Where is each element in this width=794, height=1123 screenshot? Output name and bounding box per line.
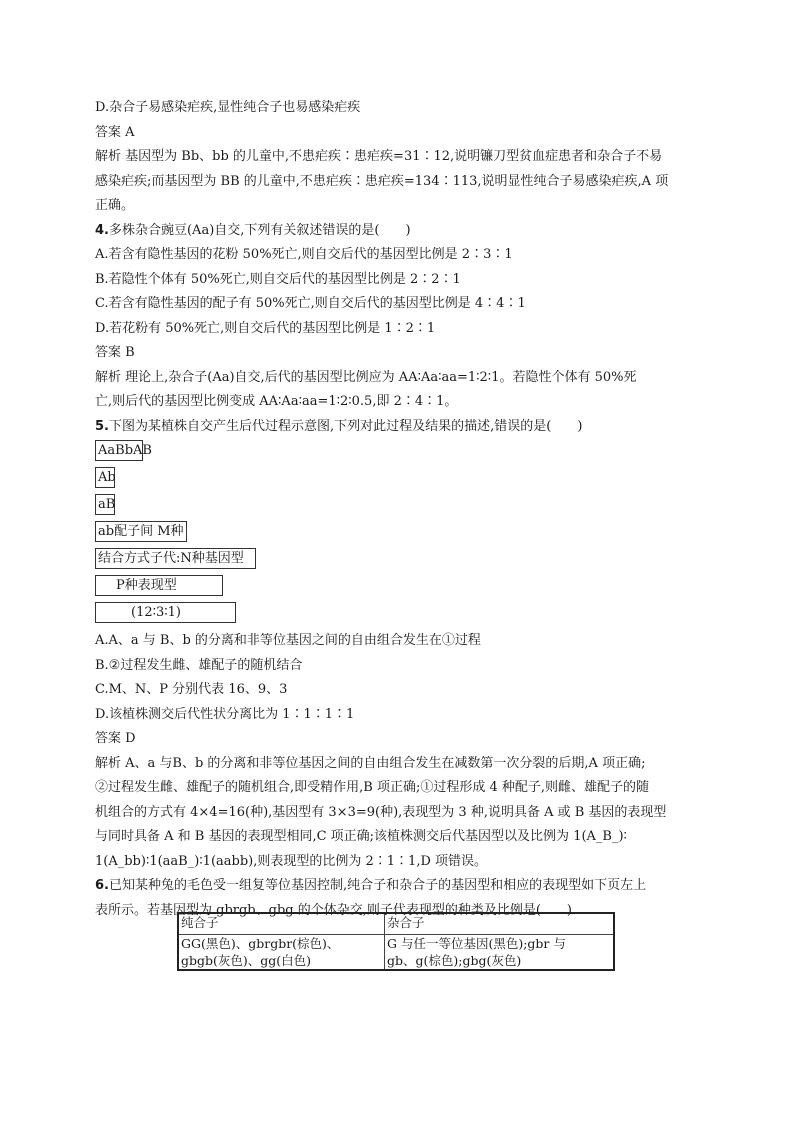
diagram-box-genotypes: 结合方式子代:N种基因型 <box>95 548 256 569</box>
q5-text: 下图为某植株自交产生后代过程示意图,下列对此过程及结果的描述,错误的是( ) <box>108 418 583 434</box>
q5-analysis-line-5: 1(A_bb)∶1(aaB_)∶1(aabb),则表现型的比例为 2∶1∶1,D 项错误。 <box>95 853 488 869</box>
q3-analysis-line-3: 正确。 <box>95 198 135 213</box>
q5-number: 5. <box>95 418 109 434</box>
genotype-table <box>177 912 615 971</box>
q3-analysis-line-1: 解析 基因型为 Bb、bb 的儿童中,不患疟疾∶患疟疾=31∶12,说明镰刀型贫血症患者和杂合子不易 <box>95 149 663 164</box>
table-cell-pure-line-1: GG(黑色)、gbrgbr(棕色)、 <box>181 936 340 951</box>
q5-option-b: B.②过程发生雌、雄配子的随机结合 <box>95 657 303 673</box>
q4-option-a: A.若含有隐性基因的花粉 50%死亡,则自交后代的基因型比例是 2∶3∶1 <box>95 247 513 262</box>
breeding-diagram <box>95 440 705 623</box>
q4-option-b: B.若隐性个体有 50%死亡,则自交后代的基因型比例是 2∶2∶1 <box>95 271 461 287</box>
q6-stem-line-2: 表所示。若基因型为 gbrgb、gbg 的个体杂交,则子代表现型的种类及比例是( ) <box>95 902 573 918</box>
table-header-pure: 纯合子 <box>178 913 385 935</box>
diagram-box-ratio: (12∶3∶1) <box>95 602 236 623</box>
q4-analysis-line-2: 亡,则后代的基因型比例变成 AA∶Aa∶aa=1∶2∶0.5,即 2∶4∶1。 <box>95 394 458 409</box>
q5-option-a: A.A、a 与 B、b 的分离和非等位基因之间的自由组合发生在①过程 <box>95 633 481 648</box>
q5-option-d: D.该植株测交后代性状分离比为 1∶1∶1∶1 <box>95 706 355 722</box>
diagram-box-gamete-ab-upper: Ab <box>95 467 115 488</box>
q4-option-d: D.若花粉有 50%死亡,则自交后代的基因型比例是 1∶2∶1 <box>95 320 436 336</box>
q5-analysis-line-3: 机组合的方式有 4×4=16(种),基因型有 3×3=9(种),表现型为 3 种,说明具备 A 或 B 基因的表现型 <box>95 804 667 820</box>
q5-analysis-line-1: 解析 A、a 与B、b 的分离和非等位基因之间的自由组合发生在减数第一次分裂的后期,A 项正确; <box>95 755 646 771</box>
table-header-row <box>178 913 614 935</box>
q5-option-c: C.M、N、P 分别代表 16、9、3 <box>95 682 288 697</box>
q4-stem <box>95 219 705 244</box>
table-row <box>178 935 614 971</box>
q3-analysis-line-2: 感染疟疾;而基因型为 BB 的儿童中,不患疟疾∶患疟疾=134∶113,说明显性纯合子易感染疟疾,A 项 <box>95 173 669 189</box>
q4-number: 4. <box>95 222 109 238</box>
table-header-hetero: 杂合子 <box>385 913 615 935</box>
table-cell-hetero-line-1: G 与任一等位基因(黑色);gbr 与 <box>387 936 566 951</box>
q5-analysis-line-4: 与同时具备 A 和 B 基因的表现型相同,C 项正确;该植株测交后代基因型以及比例为 1(A_B_)∶ <box>95 829 627 844</box>
q6-stem <box>95 874 705 899</box>
q6-number: 6. <box>95 878 109 893</box>
q5-stem <box>95 415 705 440</box>
table-cell-pure-line-2: gbgb(灰色)、gg(白色) <box>181 953 312 968</box>
table-cell-hetero-line-2: gb、g(棕色);gbg(灰色) <box>387 953 522 968</box>
q3-option-d: D.杂合子易感染疟疾,显性纯合子也易感染疟疾 <box>95 100 361 115</box>
diagram-box-gamete-combination: ab配子间 M种 <box>95 521 187 542</box>
q5-analysis-line-2: ②过程发生雌、雄配子的随机组合,即受精作用,B 项正确;①过程形成 4 种配子,则雌、雄配子的随 <box>95 780 649 795</box>
genotype-table-wrapper <box>177 912 615 971</box>
document-page <box>95 96 705 923</box>
q5-answer: 答案 D <box>95 731 136 746</box>
diagram-box-parent: AaBbAB <box>95 440 143 461</box>
q4-analysis-line-1: 解析 理论上,杂合子(Aa)自交,后代的基因型比例应为 AA∶Aa∶aa=1∶2∶1。若隐性个体有 50%死 <box>95 369 637 385</box>
q3-answer: 答案 A <box>95 124 135 140</box>
q6-text: 已知某种兔的毛色受一组复等位基因控制,纯合子和杂合子的基因型和相应的表现型如下页左上 <box>108 878 647 893</box>
diagram-box-gamete-ab-lower: aB <box>95 494 115 515</box>
q4-answer: 答案 B <box>95 345 135 360</box>
table-cell-hetero <box>385 935 615 971</box>
q4-option-c: C.若含有隐性基因的配子有 50%死亡,则自交后代的基因型比例是 4∶4∶1 <box>95 296 526 311</box>
q4-text: 多株杂合豌豆(Aa)自交,下列有关叙述错误的是( ) <box>108 222 411 238</box>
diagram-box-phenotypes: P种表现型 <box>95 575 223 596</box>
table-cell-pure <box>178 935 385 971</box>
